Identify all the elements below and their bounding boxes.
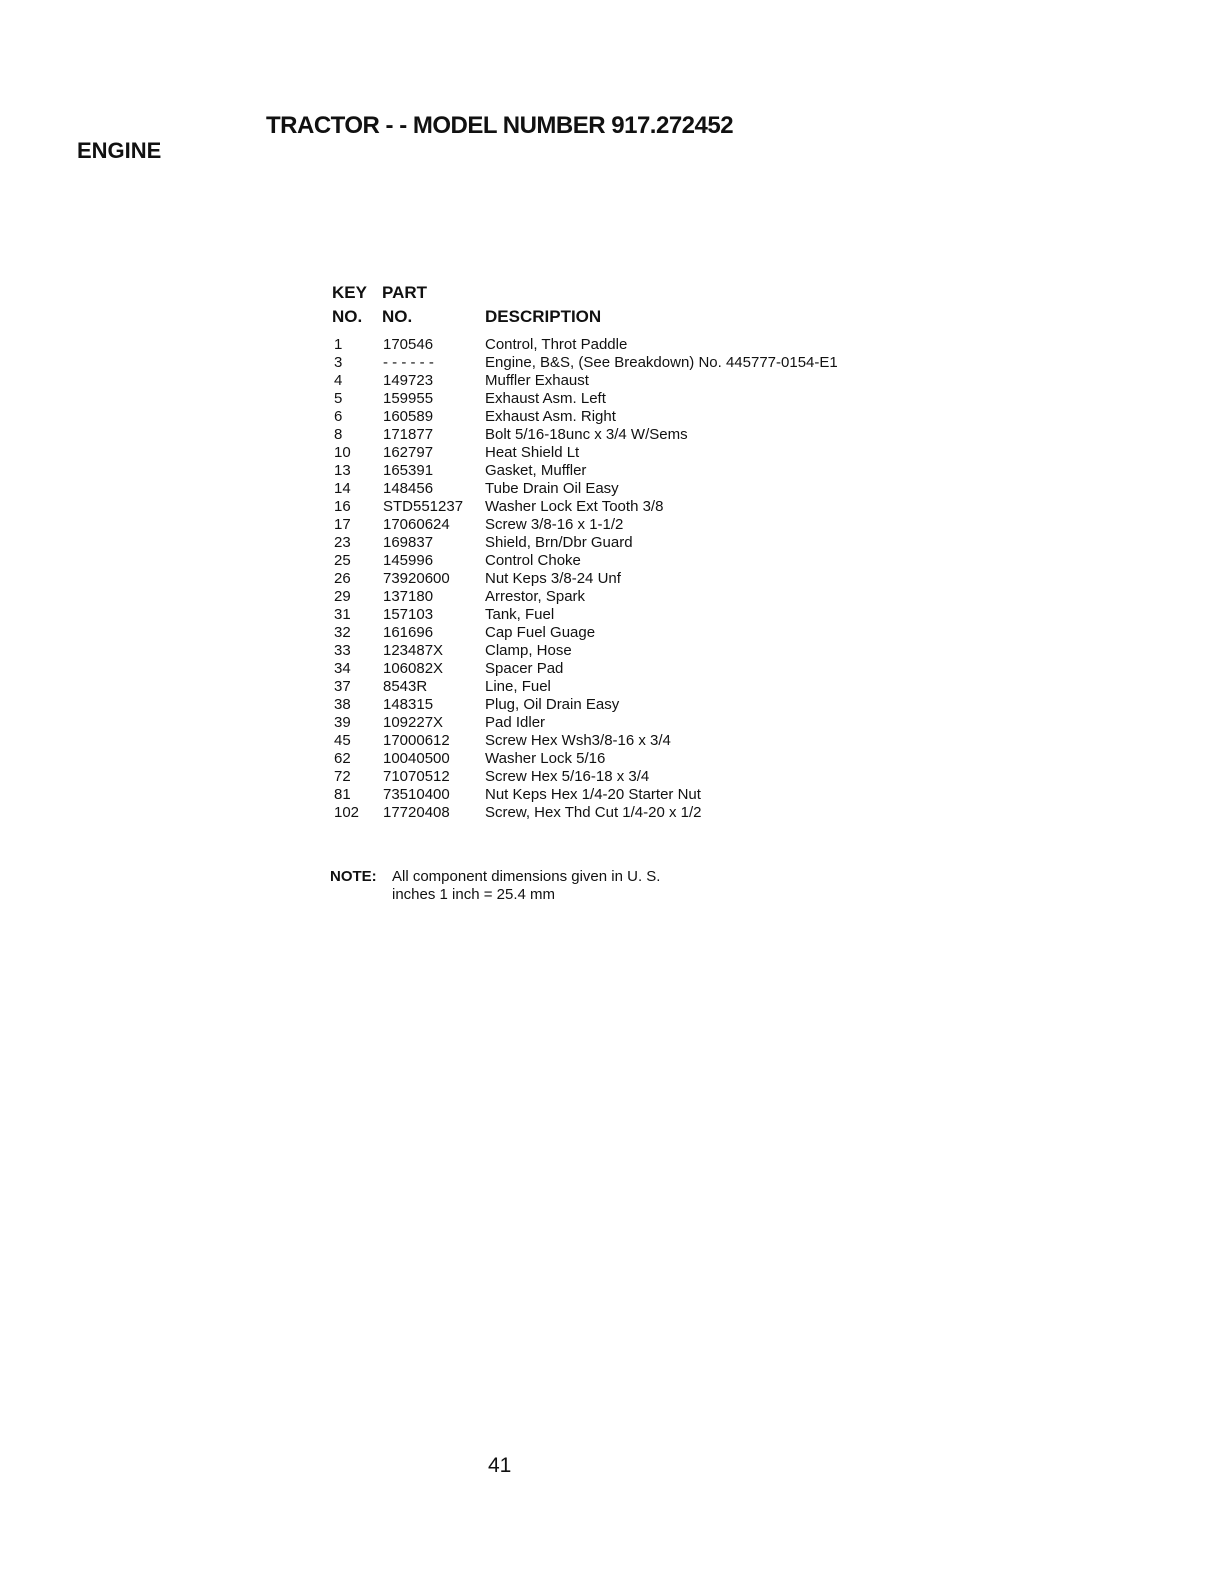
part-no: 148456 — [383, 480, 434, 497]
part-no: 162797 — [383, 444, 434, 461]
key-no: 26 — [334, 570, 351, 587]
description: Shield, Brn/Dbr Guard — [485, 534, 633, 551]
description: Plug, Oil Drain Easy — [485, 696, 620, 713]
part-no: - - - - - - — [383, 354, 434, 371]
key-no: 31 — [334, 606, 351, 623]
key-no: 1 — [334, 336, 343, 353]
key-no: 32 — [334, 624, 351, 641]
part-no: 171877 — [383, 426, 434, 443]
key-no: 14 — [334, 480, 351, 497]
key-no: 17 — [334, 516, 351, 533]
key-no: 13 — [334, 462, 351, 479]
description: Screw Hex 5/16-18 x 3/4 — [485, 768, 650, 785]
part-no: 149723 — [383, 372, 434, 389]
part-no: 159955 — [383, 390, 434, 407]
key-no: 6 — [334, 408, 343, 425]
key-no: 34 — [334, 660, 351, 677]
note-line1: All component dimensions given in U. S. — [392, 868, 661, 885]
description: Exhaust Asm. Left — [485, 390, 606, 407]
part-no: 160589 — [383, 408, 434, 425]
description: Washer Lock 5/16 — [485, 750, 606, 767]
part-no: 71070512 — [383, 768, 450, 785]
description: Control Choke — [485, 552, 581, 569]
part-no: 137180 — [383, 588, 434, 605]
part-no: 10040500 — [383, 750, 450, 767]
description: Arrestor, Spark — [485, 588, 586, 605]
part-no: 123487X — [383, 642, 444, 659]
key-no: 5 — [334, 390, 343, 407]
part-no: 169837 — [383, 534, 434, 551]
key-no: 33 — [334, 642, 351, 659]
part-no: 8543R — [383, 678, 428, 695]
key-no: 102 — [334, 804, 360, 821]
description: Exhaust Asm. Right — [485, 408, 616, 425]
header-part-line1: PART — [382, 283, 428, 302]
page-title: TRACTOR - - MODEL NUMBER 917.272452 — [266, 112, 734, 139]
description: Bolt 5/16-18unc x 3/4 W/Sems — [485, 426, 688, 443]
key-no: 29 — [334, 588, 351, 605]
description: Nut Keps Hex 1/4-20 Starter Nut — [485, 786, 701, 803]
description: Heat Shield Lt — [485, 444, 580, 461]
key-no: 62 — [334, 750, 351, 767]
page-number: 41 — [488, 1454, 512, 1477]
part-no: 148315 — [383, 696, 434, 713]
section-label: ENGINE — [77, 138, 162, 163]
note-label: NOTE: — [330, 868, 377, 885]
part-no: 17000612 — [383, 732, 450, 749]
description: Spacer Pad — [485, 660, 564, 677]
part-no: 157103 — [383, 606, 434, 623]
key-no: 4 — [334, 372, 343, 389]
note — [330, 868, 660, 904]
part-no: 17720408 — [383, 804, 450, 821]
part-no: 145996 — [383, 552, 434, 569]
description: Muffler Exhaust — [485, 372, 589, 389]
key-no: 37 — [334, 678, 351, 695]
header-description: DESCRIPTION — [485, 307, 602, 326]
part-no: 106082X — [383, 660, 444, 677]
description: Tube Drain Oil Easy — [485, 480, 619, 497]
description: Screw Hex Wsh3/8-16 x 3/4 — [485, 732, 671, 749]
key-no: 38 — [334, 696, 351, 713]
part-no: 165391 — [383, 462, 434, 479]
part-no: STD551237 — [383, 498, 464, 515]
key-no: 23 — [334, 534, 351, 551]
key-no: 72 — [334, 768, 351, 785]
part-no: 170546 — [383, 336, 434, 353]
part-no: 73510400 — [383, 786, 450, 803]
part-no: 17060624 — [383, 516, 450, 533]
note-line2: inches 1 inch = 25.4 mm — [392, 886, 556, 903]
description: Line, Fuel — [485, 678, 551, 695]
key-no: 25 — [334, 552, 351, 569]
description: Nut Keps 3/8-24 Unf — [485, 570, 621, 587]
description: Clamp, Hose — [485, 642, 572, 659]
description: Screw 3/8-16 x 1-1/2 — [485, 516, 624, 533]
description: Tank, Fuel — [485, 606, 555, 623]
description: Screw, Hex Thd Cut 1/4-20 x 1/2 — [485, 804, 702, 821]
description: Gasket, Muffler — [485, 462, 587, 479]
description: Cap Fuel Guage — [485, 624, 596, 641]
key-no: 45 — [334, 732, 351, 749]
key-no: 10 — [334, 444, 351, 461]
key-no: 8 — [334, 426, 343, 443]
key-no: 3 — [334, 354, 343, 371]
header-key-line1: KEY — [332, 283, 367, 302]
description: Control, Throt Paddle — [485, 336, 628, 353]
key-no: 16 — [334, 498, 351, 515]
key-no: 39 — [334, 714, 351, 731]
part-no: 161696 — [383, 624, 434, 641]
description: Engine, B&S, (See Breakdown) No. 445777-0154-E1 — [485, 354, 838, 371]
key-no: 81 — [334, 786, 351, 803]
part-no: 109227X — [383, 714, 444, 731]
description: Washer Lock Ext Tooth 3/8 — [485, 498, 664, 515]
header-key-line2: NO. — [332, 307, 363, 326]
description: Pad Idler — [485, 714, 546, 731]
part-no: 73920600 — [383, 570, 450, 587]
header-part-line2: NO. — [382, 307, 413, 326]
